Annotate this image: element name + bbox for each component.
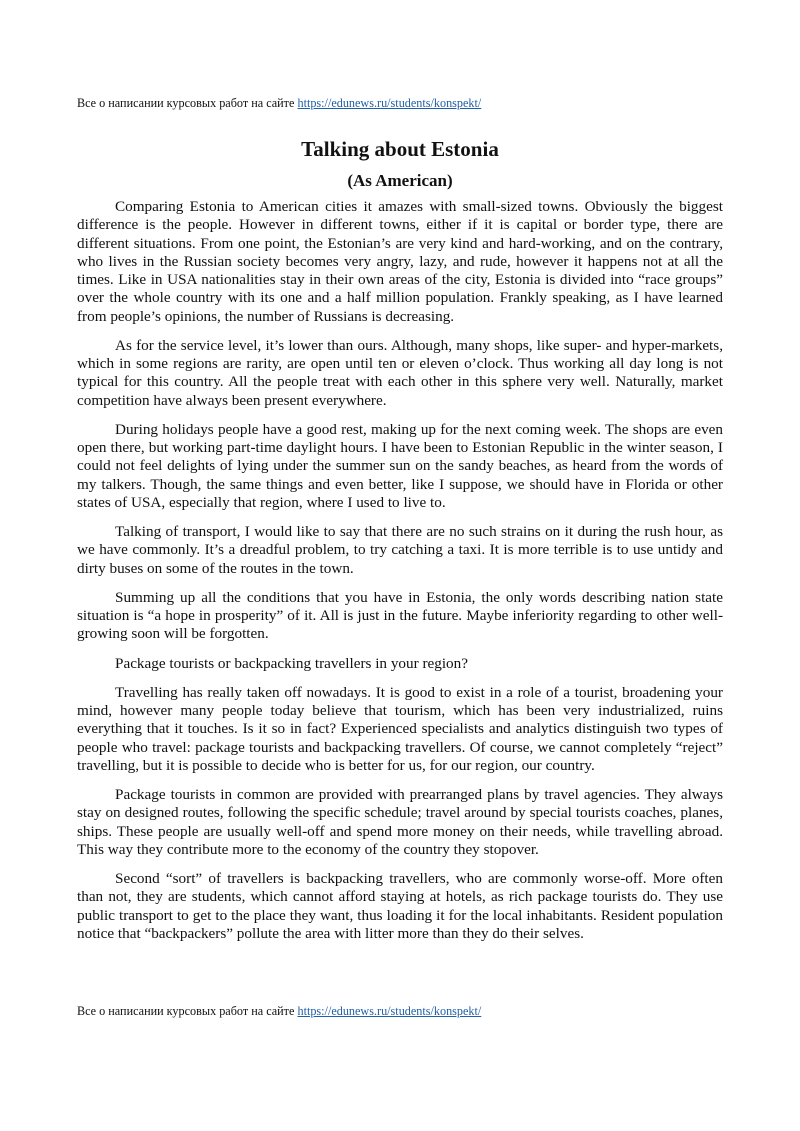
document-subtitle: (As American) [347, 171, 453, 190]
paragraph: Package tourists in common are provided with prearranged plans by travel agencies. They always stay on designed routes, following the specific schedule; travel around by special tourists coaches, planes, ships. These people are usually well-off and spend more money on their needs, while travelling abroad. This way they contribute more to the economy of the country they stopover. [77, 786, 723, 858]
section-question: Package tourists or backpacking travellers in your region? [115, 654, 468, 672]
header-text: Все о написании курсовых работ на сайте [77, 96, 298, 110]
paragraph: Travelling has really taken off nowadays. It is good to exist in a role of a tourist, broadening your mind, however many people today believe that tourism, which has been very industrialized, ruins everything that it touches. Is it so in fact? Experienced specialists and analytics distinguish two types of people who travel: package tourists and backpacking travellers. Of course, we cannot completely “reject” travelling, but it is possible to decide who is better for us, for our region, our country. [77, 683, 723, 774]
document-body [77, 198, 723, 954]
paragraph: During holidays people have a good rest, making up for the next coming week. The shops are even open there, but working part-time daylight hours. I have been to Estonian Republic in the winter season, I could not feel delights of lying under the summer sun on the sandy beaches, as heard from the words of my talkers. Though, the same things and even better, like I suppose, we should have in Florida or other states of USA, especially that region, where I used to live to. [77, 420, 723, 511]
paragraph: Talking of transport, I would like to say that there are no such strains on it during the rush hour, as we have commonly. It’s a dreadful problem, to try catching a taxi. It is more terrible is to use untidy and dirty buses on some of the routes in the town. [77, 523, 723, 577]
footer-text: Все о написании курсовых работ на сайте [77, 1004, 298, 1018]
paragraph: Second “sort” of travellers is backpacking travellers, who are commonly worse-off. More often than not, they are students, which cannot afford staying at hotels, as rich package tourists do. They use public transport to get to the place they want, thus loading it for the local inhabitants. Resident population notice that “backpackers” pollute the area with litter more than they do their selves. [77, 870, 723, 942]
page-footer [77, 1004, 481, 1019]
paragraph: Summing up all the conditions that you have in Estonia, the only words describing nation state situation is “a hope in prosperity” of it. All is just in the future. Maybe inferiority regarding to other well-growing soon will be forgotten. [77, 588, 723, 643]
footer-link[interactable]: https://edunews.ru/students/konspekt/ [297, 1004, 482, 1018]
page-header [77, 96, 481, 111]
document-title: Talking about Estonia [301, 137, 499, 161]
paragraph: Comparing Estonia to American cities it amazes with small-sized towns. Obviously the biggest difference is the people. However in different towns, either if it is capital or border type, there are different situations. From one point, the Estonian’s are very kind and hard-working, and on the contrary, who lives in the Russian society becomes very angry, lazy, and rude, however it happens not at all the times. Like in USA nationalities stay in their own areas of the city, Estonia is divided into “race groups” over the whole country with its one and a half million population. Frankly speaking, as I have learned from people’s opinions, the number of Russians is decreasing. [77, 198, 723, 325]
header-link[interactable]: https://edunews.ru/students/konspekt/ [297, 96, 482, 110]
paragraph: As for the service level, it’s lower than ours. Although, many shops, like super- and hyper-markets, which in some regions are rarity, are open until ten or eleven o’clock. Thus working all day long is not typical for this country. All the people treat with each other in this sphere very well. Naturally, market competition have always been present everywhere. [77, 336, 723, 409]
